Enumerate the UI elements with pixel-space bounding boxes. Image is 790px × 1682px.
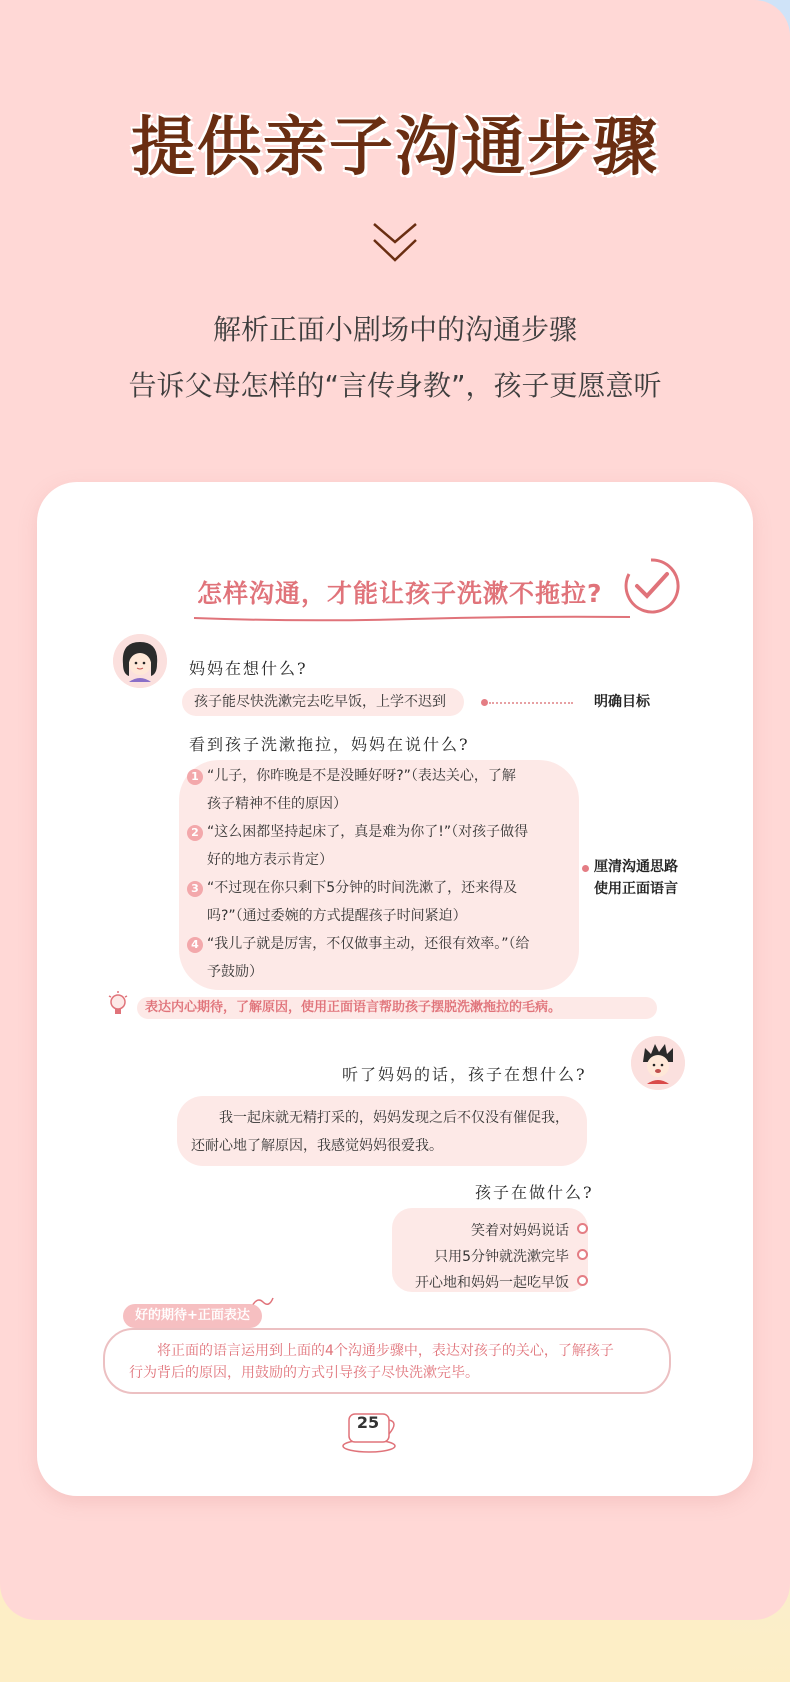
bullet-icon: [577, 1275, 588, 1286]
tip-text: 表达内心期待，了解原因，使用正面语言帮助孩子摆脱洗漱拖拉的毛病。: [137, 997, 657, 1019]
kid-action-item: 开心地和妈妈一起吃早饭: [415, 1275, 569, 1291]
kid-action-item: 笑着对妈妈说话: [471, 1223, 569, 1239]
mom-avatar: [113, 634, 167, 688]
step-item-2: 2 “这么困都坚持起床了，真是难为你了!”（对孩子做得 好的地方表示肯定）: [187, 818, 537, 874]
connector-dot: [481, 699, 488, 706]
bullet-icon: [577, 1249, 588, 1260]
page-number: 25: [356, 1413, 380, 1432]
step-item-1: 1 “儿子，你昨晚是不是没睡好呀?”（表达关心，了解 孩子精神不佳的原因）: [187, 762, 537, 818]
summary-box: 将正面的语言运用到上面的4个沟通步骤中，表达对孩子的关心，了解孩子 行为背后的原因，用鼓励的方式引导孩子尽快洗漱完毕。: [103, 1328, 671, 1394]
mom-goal-text: 孩子能尽快洗漱完去吃早饭，上学不迟到: [182, 688, 464, 716]
subtitle-line-2: 告诉父母怎样的“言传身教”，孩子更愿意听: [128, 369, 662, 402]
check-circle-icon: [619, 554, 683, 618]
bullet-icon: [577, 1223, 588, 1234]
kid-thinking-question: 听了妈妈的话，孩子在想什么?: [342, 1065, 587, 1084]
steps-label: 厘清沟通思路 使用正面语言: [594, 859, 678, 897]
kid-avatar: [631, 1036, 685, 1090]
kid-thought-box: 我一起床就无精打采的，妈妈发现之后不仅没有催促我， 还耐心地了解原因，我感觉妈妈很爱我。: [177, 1096, 587, 1166]
summary-badge: 好的期待+正面表达: [123, 1304, 262, 1328]
mom-says-question: 看到孩子洗漱拖拉，妈妈在说什么?: [189, 735, 470, 754]
title-underline: [192, 610, 632, 626]
page-title: 提供亲子沟通步骤: [131, 111, 659, 185]
connector-line: [489, 702, 573, 704]
connector-dot: [582, 865, 589, 872]
book-page-card: [37, 482, 753, 1496]
subtitle-line-1: 解析正面小剧场中的沟通步骤: [212, 313, 577, 346]
step-item-3: 3 “不过现在你只剩下5分钟的时间洗漱了，还来得及 吗?”（通过委婉的方式提醒孩子时间紧迫）: [187, 874, 537, 930]
card-title: 怎样沟通，才能让孩子洗漱不拖拉?: [197, 579, 603, 608]
kid-action-item: 只用5分钟就洗漱完毕: [434, 1249, 569, 1265]
step-item-4: 4 “我儿子就是厉害，不仅做事主动，还很有效率。”（给 予鼓励）: [187, 930, 537, 986]
goal-label: 明确目标: [594, 694, 650, 710]
kid-doing-question: 孩子在做什么?: [475, 1183, 594, 1202]
chevron-down-icon: [370, 220, 420, 266]
mom-thinking-question: 妈妈在想什么?: [189, 659, 308, 678]
lightbulb-icon: [107, 990, 129, 1020]
